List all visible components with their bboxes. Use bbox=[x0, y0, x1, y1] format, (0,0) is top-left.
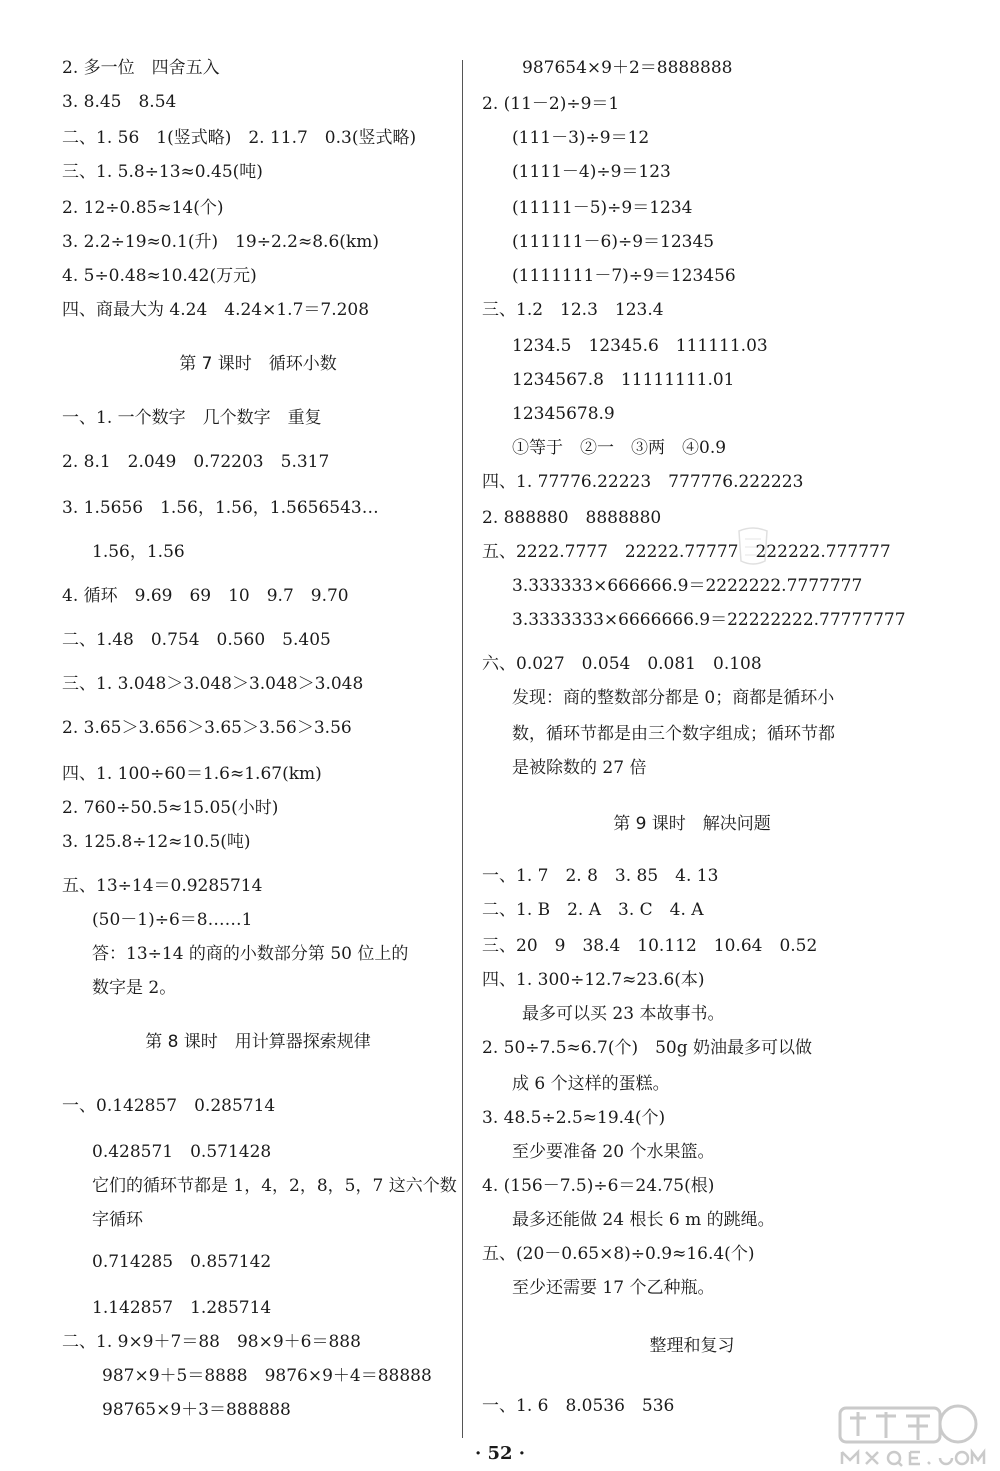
answer-line: 987×9＋5＝8888 9876×9＋4＝88888 bbox=[102, 1366, 432, 1386]
section-heading: 第 8 课时 用计算器探索规律 bbox=[145, 1032, 371, 1052]
answer-line: (1111111－7)÷9＝123456 bbox=[512, 266, 736, 286]
stamp-mark-icon bbox=[735, 525, 771, 567]
answer-line: 0.714285 0.857142 bbox=[92, 1252, 272, 1272]
answer-line: 发现：商的整数部分都是 0；商都是循环小 bbox=[512, 688, 835, 708]
answer-line: 数，循环节都是由三个数字组成；循环节都 bbox=[512, 724, 835, 744]
answer-line: 3. 2.2÷19≈0.1(升) 19÷2.2≈8.6(km) bbox=[62, 232, 379, 252]
answer-line: 987654×9＋2＝8888888 bbox=[522, 58, 733, 78]
answer-line: 2. 760÷50.5≈15.05(小时) bbox=[62, 798, 279, 818]
answer-line: 六、0.027 0.054 0.081 0.108 bbox=[482, 654, 762, 674]
answer-line: 2. 3.65＞3.656＞3.65＞3.56＞3.56 bbox=[62, 718, 352, 738]
answer-line: 1.56，1.56 bbox=[92, 542, 185, 562]
answer-line: 2. 888880 8888880 bbox=[482, 508, 662, 528]
answer-line: 四、商最大为 4.24 4.24×1.7＝7.208 bbox=[62, 300, 370, 320]
answer-line: 98765×9＋3＝888888 bbox=[102, 1400, 291, 1420]
answer-line: 二、1. B 2. A 3. C 4. A bbox=[482, 900, 704, 920]
answer-line: 0.428571 0.571428 bbox=[92, 1142, 272, 1162]
answer-line: 它们的循环节都是 1，4，2，8，5，7 这六个数 bbox=[92, 1176, 457, 1196]
answer-line: 数字是 2。 bbox=[92, 978, 177, 998]
answer-line: 一、0.142857 0.285714 bbox=[62, 1096, 276, 1116]
answer-line: 3. 125.8÷12≈10.5(吨) bbox=[62, 832, 251, 852]
answer-line: 三、20 9 38.4 10.112 10.64 0.52 bbox=[482, 936, 818, 956]
answer-line: 四、1. 300÷12.7≈23.6(本) bbox=[482, 970, 705, 990]
answer-line: (111111－6)÷9＝12345 bbox=[512, 232, 715, 252]
answer-line: 1.142857 1.285714 bbox=[92, 1298, 272, 1318]
answer-line: 3. 8.45 8.54 bbox=[62, 92, 177, 112]
answer-line: 2. 12÷0.85≈14(个) bbox=[62, 198, 224, 218]
answer-line: 4. 5÷0.48≈10.42(万元) bbox=[62, 266, 257, 286]
answer-line: 2. 多一位 四舍五入 bbox=[62, 58, 220, 78]
answer-line: 五、2222.7777 22222.77777 222222.777777 bbox=[482, 542, 891, 562]
answer-line: 四、1. 100÷60＝1.6≈1.67(km) bbox=[62, 764, 322, 784]
answer-line: 3.3333333×6666666.9＝22222222.77777777 bbox=[512, 610, 906, 630]
answer-line: (11111－5)÷9＝1234 bbox=[512, 198, 693, 218]
answer-line: 字循环 bbox=[92, 1210, 143, 1230]
watermark-logo-icon bbox=[836, 1402, 986, 1468]
answer-line: 至少要准备 20 个水果篮。 bbox=[512, 1142, 715, 1162]
answer-line: 3. 1.5656 1.56，1.56，1.5656543… bbox=[62, 498, 379, 518]
answer-line: 二、1. 56 1(竖式略) 2. 11.7 0.3(竖式略) bbox=[62, 128, 417, 148]
answer-line: 4. (156－7.5)÷6＝24.75(根) bbox=[482, 1176, 715, 1196]
answer-line: 2. (11－2)÷9＝1 bbox=[482, 94, 620, 114]
answer-line: 最多还能做 24 根长 6 m 的跳绳。 bbox=[512, 1210, 775, 1230]
answer-line: 3.333333×666666.9＝2222222.7777777 bbox=[512, 576, 863, 596]
answer-line: 答：13÷14 的商的小数部分第 50 位上的 bbox=[92, 944, 409, 964]
answer-line: 三、1.2 12.3 123.4 bbox=[482, 300, 664, 320]
answer-line: 1234.5 12345.6 111111.03 bbox=[512, 336, 768, 356]
answer-line: 二、1. 9×9＋7＝88 98×9＋6＝888 bbox=[62, 1332, 361, 1352]
answer-line: (50－1)÷6＝8……1 bbox=[92, 910, 253, 930]
answer-line: 二、1.48 0.754 0.560 5.405 bbox=[62, 630, 331, 650]
answer-line: 最多可以买 23 本故事书。 bbox=[522, 1004, 725, 1024]
answer-line: (1111－4)÷9＝123 bbox=[512, 162, 671, 182]
answer-line: 四、1. 77776.22223 777776.222223 bbox=[482, 472, 804, 492]
answer-line: 1234567.8 11111111.01 bbox=[512, 370, 735, 390]
answer-line: 一、1. 6 8.0536 536 bbox=[482, 1396, 675, 1416]
answer-line: 2. 50÷7.5≈6.7(个) 50g 奶油最多可以做 bbox=[482, 1038, 812, 1058]
answer-line: (111－3)÷9＝12 bbox=[512, 128, 650, 148]
answer-line: ①等于 ②一 ③两 ④0.9 bbox=[512, 438, 727, 458]
answer-line: 12345678.9 bbox=[512, 404, 615, 424]
section-heading: 第 9 课时 解决问题 bbox=[613, 814, 771, 834]
answer-line: 3. 48.5÷2.5≈19.4(个) bbox=[482, 1108, 666, 1128]
answer-line: 五、(20－0.65×8)÷0.9≈16.4(个) bbox=[482, 1244, 755, 1264]
answer-line: 至少还需要 17 个乙种瓶。 bbox=[512, 1278, 715, 1298]
answer-line: 2. 8.1 2.049 0.72203 5.317 bbox=[62, 452, 330, 472]
answer-line: 成 6 个这样的蛋糕。 bbox=[512, 1074, 670, 1094]
answer-line: 是被除数的 27 倍 bbox=[512, 758, 647, 778]
answer-line: 三、1. 3.048＞3.048＞3.048＞3.048 bbox=[62, 674, 364, 694]
section-heading: 整理和复习 bbox=[649, 1336, 735, 1356]
answer-line: 一、1. 7 2. 8 3. 85 4. 13 bbox=[482, 866, 719, 886]
answer-line: 五、13÷14＝0.9285714 bbox=[62, 876, 263, 896]
page-number: · 52 · bbox=[474, 1443, 526, 1464]
answer-line: 4. 循环 9.69 69 10 9.7 9.70 bbox=[62, 586, 349, 606]
answer-line: 三、1. 5.8÷13≈0.45(吨) bbox=[62, 162, 263, 182]
column-divider bbox=[462, 60, 463, 1438]
answer-line: 一、1. 一个数字 几个数字 重复 bbox=[62, 408, 322, 428]
section-heading: 第 7 课时 循环小数 bbox=[179, 354, 337, 374]
